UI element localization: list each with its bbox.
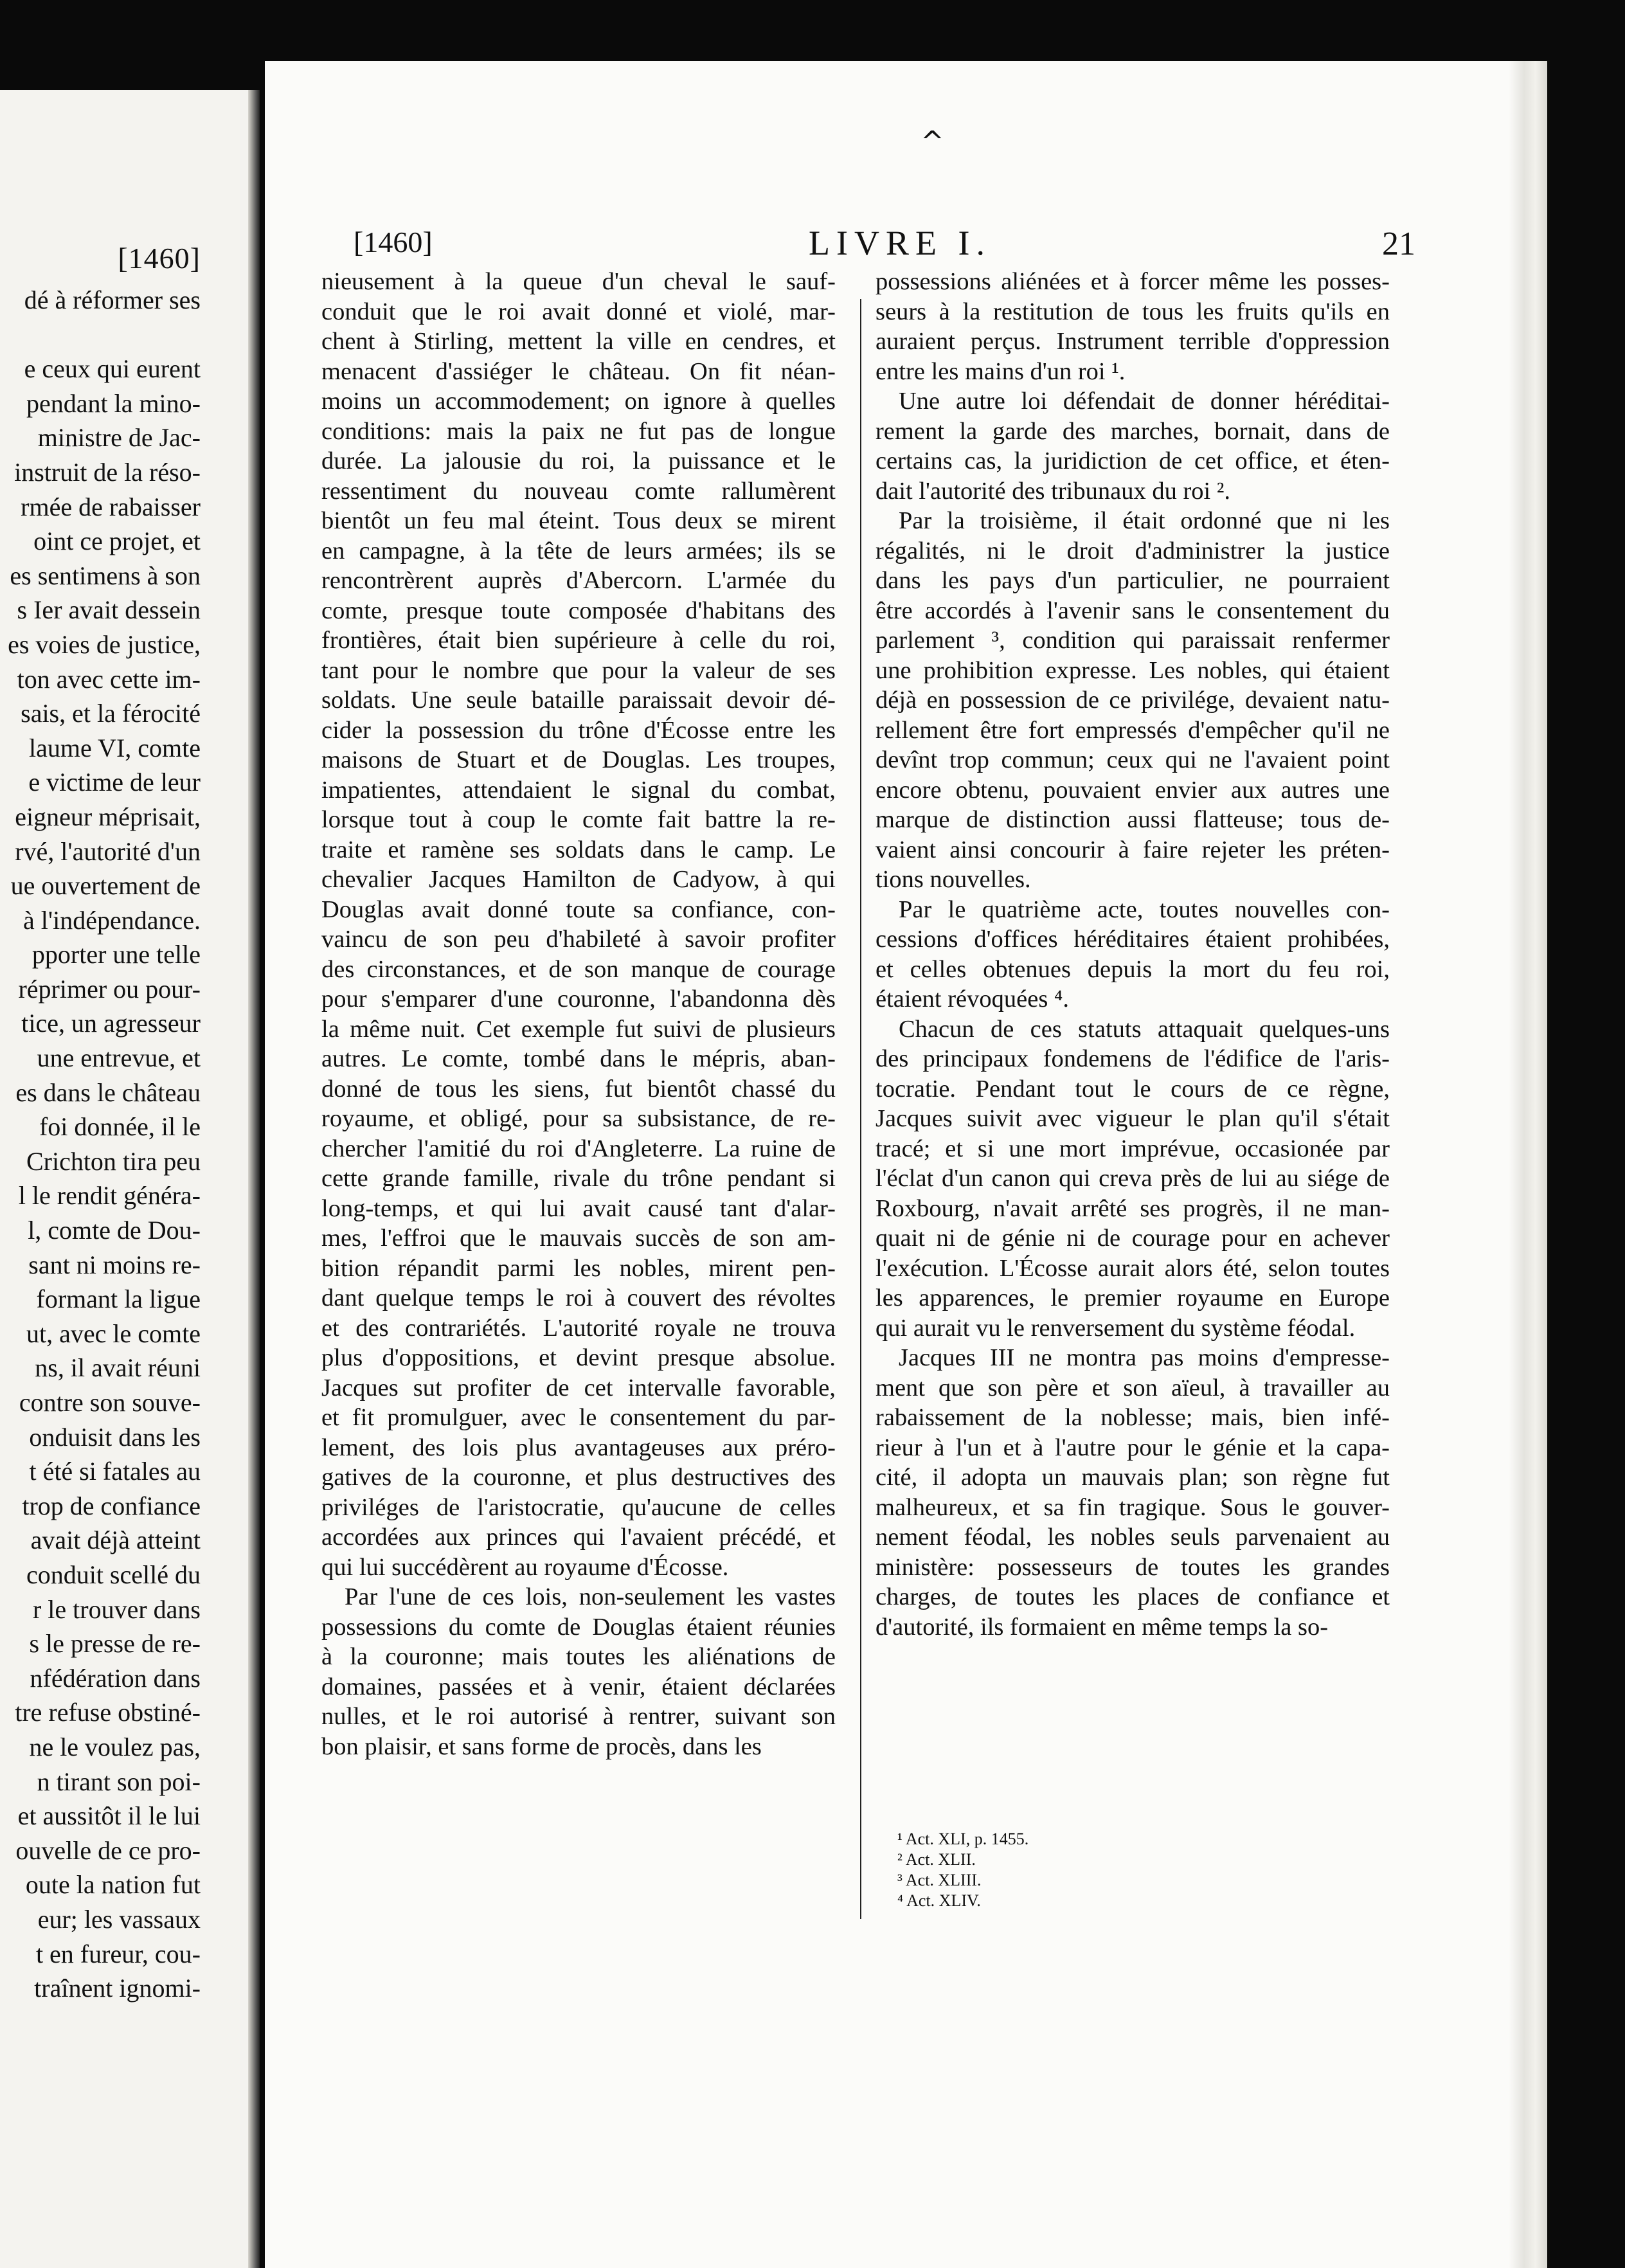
text-line: ministère: possesseurs de toutes les grandes <box>875 1553 1390 1581</box>
left-page-line: tice, un agresseur <box>21 1009 201 1038</box>
left-page-line: l, comte de Dou- <box>28 1216 201 1245</box>
text-line: des principaux fondemens de l'édifice de l'aris- <box>875 1045 1390 1072</box>
text-line: moins un accommodement; on ignore à quelles <box>321 388 836 415</box>
text-line: possessions aliénées et à forcer même les posses- <box>875 268 1390 295</box>
text-line: dait l'autorité des tribunaux du roi ². <box>875 477 1231 505</box>
left-page-line: traînent ignomi- <box>34 1974 201 2003</box>
left-page-line: ue ouvertement de <box>10 871 201 901</box>
text-column-right <box>875 267 1390 1642</box>
text-line: autres. Le comte, tombé dans le mépris, aban- <box>321 1045 836 1072</box>
left-page-line: avait déjà atteint <box>30 1526 201 1555</box>
left-page-line: instruit de la réso- <box>14 457 201 487</box>
left-page-line: es sentimens à son <box>10 561 201 590</box>
text-line: certains cas, la juridiction de cet office, et éten- <box>875 447 1390 474</box>
left-page-line: e victime de leur <box>28 768 201 797</box>
left-page-line: pendant la mino- <box>26 388 201 418</box>
text-line: conditions: mais la paix ne fut pas de longue <box>321 417 836 445</box>
text-line: lorsque tout à coup le comte fait battre la re- <box>321 806 836 833</box>
left-page-line: une entrevue, et <box>37 1043 201 1073</box>
text-line: malheureux, et sa fin tragique. Sous le gouver- <box>875 1493 1390 1521</box>
left-page-line: nfédération dans <box>30 1663 201 1693</box>
running-head-title: LIVRE I. <box>809 224 991 262</box>
text-line: bientôt un feu mal éteint. Tous deux se mirent <box>321 507 836 534</box>
left-page-line: l le rendit généra- <box>18 1181 201 1210</box>
left-page-line: s le presse de re- <box>29 1629 201 1659</box>
text-line: priviléges de l'aristocratie, qu'aucune de celles <box>321 1493 836 1521</box>
left-page-line: tre refuse obstiné- <box>15 1698 201 1727</box>
page-edge <box>1509 61 1547 2268</box>
text-line: Jacques III ne montra pas moins d'empresse- <box>899 1344 1390 1371</box>
text-line: encore obtenu, pouvaient envier aux autres une <box>875 776 1390 804</box>
text-line: tocratie. Pendant tout le cours de ce règne, <box>875 1075 1390 1102</box>
text-line: devînt trop commun; ceux qui ne l'avaient point <box>875 746 1390 773</box>
text-line: Chacun de ces statuts attaquait quelques-uns <box>899 1015 1390 1043</box>
text-line: conduit que le roi avait donné et violé, mar- <box>321 298 836 325</box>
text-line: bon plaisir, et sans forme de procès, dans les <box>321 1733 762 1760</box>
left-page-line: t été si fatales au <box>29 1457 201 1486</box>
text-line: quait ni de génie ni de courage pour en achever <box>875 1225 1390 1252</box>
paragraph <box>875 267 1390 386</box>
text-line: une prohibition expresse. Les nobles, qui étaient <box>875 656 1390 684</box>
left-page-line: ton avec cette im- <box>17 664 201 694</box>
text-line: durée. La jalousie du roi, la puissance et le <box>321 447 836 474</box>
left-page-line: et aussitôt il le lui <box>17 1801 201 1831</box>
text-line: dant quelque temps le roi à couvert des révoltes <box>321 1284 836 1311</box>
text-line: entre les mains d'un roi ¹. <box>875 357 1126 385</box>
text-line: nement féodal, les nobles seuls parvenaient au <box>875 1524 1390 1551</box>
text-line: rabaissement de la noblesse; mais, bien infé- <box>875 1404 1390 1431</box>
left-page-line: rvé, l'autorité d'un <box>15 836 201 866</box>
text-line: ressentiment du nouveau comte rallumèrent <box>321 477 836 505</box>
text-line: ment que son père et son aïeul, à travailler au <box>875 1374 1390 1401</box>
text-line: cessions d'offices héréditaires étaient prohibées, <box>875 926 1390 953</box>
text-line: d'autorité, ils formaient en même temps la so- <box>875 1613 1329 1641</box>
text-line: être accordés à l'avenir sans le consentement du <box>875 597 1390 624</box>
text-line: qui lui succédèrent au royaume d'Écosse. <box>321 1553 729 1581</box>
left-page-line: à l'indépendance. <box>23 905 201 935</box>
text-line: rellement être fort empressés d'empêcher qu'il ne <box>875 716 1390 744</box>
footnotes <box>897 1829 1028 1911</box>
text-line: gatives de la couronne, et plus destructives des <box>321 1464 836 1491</box>
text-line: vaincu de son peu d'habileté à savoir profiter <box>321 926 836 953</box>
text-line: vaient ainsi concourir à faire rejeter les préten- <box>875 836 1390 863</box>
text-line: tant pour le nombre que pour la valeur de ses <box>321 656 836 684</box>
text-line: l'éclat d'un canon qui creva près de lui au siége de <box>875 1165 1390 1192</box>
footnote: ³ Act. XLIII. <box>897 1871 982 1889</box>
text-line: mes, l'effroi que le mauvais succès de son am- <box>321 1225 836 1252</box>
text-line: rencontrèrent auprès d'Abercorn. L'armée du <box>321 567 836 594</box>
left-facing-page <box>0 90 260 2268</box>
text-line: Douglas avait donné toute sa confiance, con- <box>321 896 836 923</box>
text-line: à la couronne; mais toutes les aliénations de <box>321 1643 836 1670</box>
text-line: cider la possession du trône d'Écosse entre les <box>321 716 836 744</box>
text-line: qui aurait vu le renversement du système féodal. <box>875 1314 1356 1342</box>
text-line: possessions du comte de Douglas étaient réunies <box>321 1613 836 1641</box>
text-line: déjà en possession de ce privilége, devaient natu- <box>875 687 1390 714</box>
text-line: parlement ³, condition qui paraissait renfermer <box>875 627 1390 654</box>
text-line: rieur à l'un et à l'autre pour le génie et la capa- <box>875 1434 1390 1461</box>
running-head-year: [1460] <box>354 226 433 258</box>
text-line: lement, des lois plus avantageuses aux préro- <box>321 1434 836 1461</box>
text-line: plus d'oppositions, et devint presque absolue. <box>321 1344 836 1371</box>
text-line: chercher l'amitié du roi d'Angleterre. La ruine de <box>321 1135 836 1162</box>
text-line: soldats. Une seule bataille paraissait devoir dé- <box>321 687 836 714</box>
left-page-line: laume VI, comte <box>29 733 201 762</box>
left-page-line: t en fureur, cou- <box>35 1939 201 1968</box>
text-line: nieusement à la queue d'un cheval le sauf- <box>321 268 836 295</box>
page-number: 21 <box>1382 226 1415 262</box>
text-line: donné de tous les siens, fut bientôt chassé du <box>321 1075 836 1102</box>
left-page-line: Crichton tira peu <box>26 1146 201 1176</box>
text-line: tions nouvelles. <box>875 866 1031 893</box>
left-page-line: oute la nation fut <box>25 1870 201 1900</box>
left-page-text <box>8 283 201 2006</box>
paragraph <box>875 1343 1390 1642</box>
text-line: Jacques suivit avec vigueur le plan qu'il s'était <box>875 1105 1390 1132</box>
text-line: et fit promulguer, avec le consentement du par- <box>321 1404 836 1431</box>
left-page-line: rmée de rabaisser <box>21 492 201 521</box>
text-line: accordées aux princes qui l'avaient précédé, et <box>321 1524 836 1551</box>
text-line: seurs à la restitution de tous les fruits qu'ils en <box>875 298 1390 325</box>
paragraph <box>875 1014 1390 1344</box>
text-line: long-temps, et qui lui avait causé tant d'alar- <box>321 1194 836 1222</box>
text-line: Une autre loi défendait de donner héréditai- <box>899 388 1390 415</box>
caret-mark: ^ <box>920 125 944 158</box>
text-line: royaume, et obligé, pour sa subsistance, de re- <box>321 1105 836 1132</box>
text-line: tracé; et si une mort imprévue, occasionée par <box>875 1135 1390 1162</box>
text-line: chent à Stirling, mettent la ville en cendres, et <box>321 328 836 355</box>
text-line: maisons de Stuart et de Douglas. Les troupes, <box>321 746 836 773</box>
left-page-line: ut, avec le comte <box>26 1318 201 1348</box>
text-line: impatientes, attendaient le signal du combat, <box>321 776 836 804</box>
text-line: frontières, était bien supérieure à celle du roi, <box>321 627 836 654</box>
left-page-line: ouvelle de ce pro- <box>15 1835 201 1865</box>
footnote: ² Act. XLII. <box>897 1850 976 1869</box>
left-page-line: sant ni moins re- <box>28 1250 201 1279</box>
left-page-line: n tirant son poi- <box>37 1767 201 1796</box>
text-line: auraient perçus. Instrument terrible d'oppression <box>875 328 1390 355</box>
left-page-line: dé à réformer ses <box>24 285 201 314</box>
text-line: dans les pays d'un particulier, ne pourraient <box>875 567 1390 594</box>
text-line: Jacques sut profiter de cet intervalle favorable, <box>321 1374 836 1401</box>
paragraph <box>321 267 836 1582</box>
text-line: menacent d'assiéger le château. On fit néan- <box>321 357 836 385</box>
left-page-line: r le trouver dans <box>32 1594 201 1624</box>
left-page-line: ministre de Jac- <box>37 423 201 453</box>
text-line: cité, il adopta un mauvais plan; son règne fut <box>875 1464 1390 1491</box>
text-line: comte, presque toute composée d'habitans des <box>321 597 836 624</box>
left-page-line: s Ier avait dessein <box>17 595 201 625</box>
text-line: rement la garde des marches, bornait, dans de <box>875 417 1390 445</box>
text-line: nulles, et le roi autorisé à rentrer, suivant son <box>321 1703 836 1730</box>
text-line: Par le quatrième acte, toutes nouvelles con- <box>899 896 1390 923</box>
left-page-line: eur; les vassaux <box>37 1904 201 1934</box>
left-page-line: ns, il avait réuni <box>35 1353 201 1383</box>
text-line: Par l'une de ces lois, non-seulement les vastes <box>345 1583 836 1610</box>
text-line: des circonstances, et de son manque de courage <box>321 955 836 983</box>
left-page-header: [1460] <box>118 242 201 274</box>
text-line: en campagne, à la tête de leurs armées; ils se <box>321 537 836 564</box>
text-line: Par la troisième, il était ordonné que ni les <box>899 507 1390 534</box>
left-page-line: es dans le château <box>15 1077 201 1107</box>
left-page-line: contre son souve- <box>19 1388 201 1417</box>
left-page-line: trop de confiance <box>22 1491 201 1520</box>
left-page-line: formant la ligue <box>36 1284 201 1314</box>
text-line: bition répandit parmi les nobles, mirent pen- <box>321 1254 836 1282</box>
book-gutter <box>248 90 260 2268</box>
text-line: chevalier Jacques Hamilton de Cadyow, à qui <box>321 866 836 893</box>
left-page-line <box>8 318 201 352</box>
text-line: et celles obtenues depuis la mort du feu roi, <box>875 955 1390 983</box>
text-line: pour s'emparer d'une couronne, l'abandonna dès <box>321 986 836 1013</box>
paragraph <box>321 1582 836 1761</box>
text-column-left <box>321 267 836 1761</box>
right-page <box>265 61 1547 2268</box>
left-page-line: sais, et la férocité <box>21 699 201 728</box>
text-line: Roxbourg, n'avait arrêté ses progrès, il ne man- <box>875 1194 1390 1222</box>
left-page-line: réprimer ou pour- <box>18 974 201 1004</box>
column-rule <box>860 299 861 1919</box>
left-page-line: conduit scellé du <box>26 1560 201 1589</box>
text-line: et des contrariétés. L'autorité royale ne trouva <box>321 1314 836 1342</box>
left-page-line: onduisit dans les <box>29 1422 201 1452</box>
left-page-line: es voies de justice, <box>8 629 201 659</box>
left-page-line: ne le voulez pas, <box>29 1732 201 1761</box>
text-line: la même nuit. Cet exemple fut suivi de plusieurs <box>321 1015 836 1043</box>
left-page-line: oint ce projet, et <box>33 526 201 556</box>
text-line: charges, de toutes les places de confiance et <box>875 1583 1390 1610</box>
footnote: ¹ Act. XLI, p. 1455. <box>897 1830 1029 1848</box>
text-line: marque de distinction aussi flatteuse; tous de- <box>875 806 1390 833</box>
left-page-line: foi donnée, il le <box>39 1112 201 1142</box>
text-line: régalités, ni le droit d'administrer la justice <box>875 537 1390 564</box>
text-line: cette grande famille, rivale du trône pendant si <box>321 1165 836 1192</box>
text-line: l'exécution. L'Écosse aurait alors été, selon toutes <box>875 1254 1390 1282</box>
left-page-line: e ceux qui eurent <box>24 354 201 384</box>
paragraph <box>875 895 1390 1014</box>
text-line: étaient révoquées ⁴. <box>875 986 1069 1013</box>
left-page-line: pporter une telle <box>31 940 201 969</box>
paragraph <box>875 506 1390 895</box>
text-line: domaines, passées et à venir, étaient déclarées <box>321 1673 836 1700</box>
text-line: les apparences, le premier royaume en Europe <box>875 1284 1390 1311</box>
left-page-line: eigneur méprisait, <box>15 802 201 831</box>
paragraph <box>875 386 1390 506</box>
footnote: ⁴ Act. XLIV. <box>897 1891 981 1910</box>
text-line: traite et ramène ses soldats dans le camp. Le <box>321 836 836 863</box>
